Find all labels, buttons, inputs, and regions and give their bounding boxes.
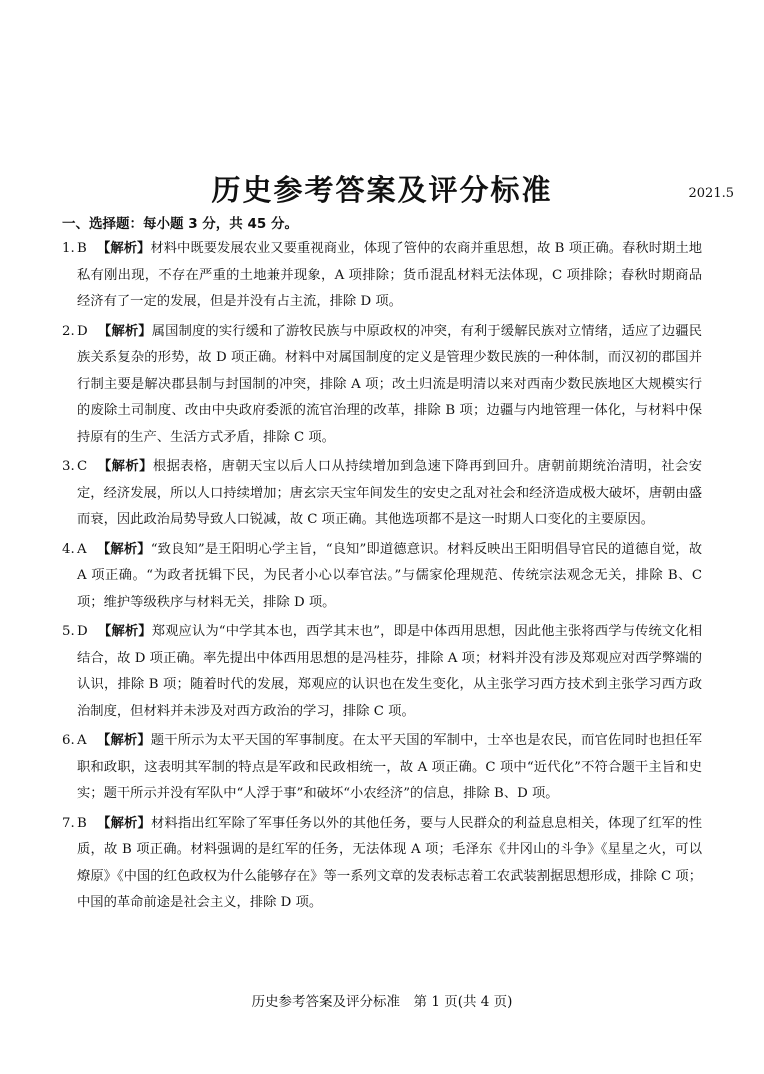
analysis-tag: 【解析】 — [98, 323, 152, 339]
analysis-tag: 【解析】 — [97, 815, 151, 831]
analysis-tag: 【解析】 — [96, 541, 151, 557]
analysis-tag: 【解析】 — [97, 733, 151, 748]
answer-number: 5. — [62, 624, 75, 639]
analysis-text: 题干所示为太平天国的军事制度。在太平天国的军制中，士卒也是农民，而官佐同时也担任军职和政职，这表明其军制的特点是军政和民政相统一，故 A 项正确。C 项中“近代化”不符合题干主旨和史实；题干所示并没有军队中“人浮于事”和破坏“小农经济”的信息，排除 B、D 项。 — [77, 733, 703, 801]
page-footer: 历史参考答案及评分标准 第 1 页(共 4 页) — [251, 994, 513, 1010]
answer-choice: A — [77, 733, 87, 748]
answer-choice: D — [77, 624, 88, 639]
section-heading: 一、选择题：每小题 3 分，共 45 分。 — [62, 216, 298, 232]
answer-number: 3. — [62, 459, 75, 474]
analysis-text: “致良知”是王阳明心学主旨，“良知”即道德意识。材料反映出王阳明倡导官民的道德自觉，故 A 项正确。“为政者抚辑下民，为民者小心以奉官法。”与儒家伦理规范、传统宗法观念无关，排除 B、C 项；维护等级秩序与材料无关，排除 D 项。 — [77, 541, 702, 610]
answer-number: 1. — [62, 241, 75, 256]
analysis-text: 属国制度的实行缓和了游牧民族与中原政权的冲突，有利于缓解民族对立情绪，适应了边疆民族关系复杂的形势，故 D 项正确。材料中对属国制度的定义是管理少数民族的一种体制，而汉初的郡国并行制主要是解决郡县制与封国制的冲突，排除 A 项；改土归流是明清以来对西南少数民族地区大规模实行的废除土司制度、改由中央政府委派的流官治理的改革，排除 B 项；边疆与内地管理一体化，与材料中保持原有的生产、生活方式矛盾，排除 C 项。 — [77, 323, 703, 445]
answer-number: 7. — [62, 815, 75, 831]
document-date: 2021.5 — [688, 186, 734, 201]
analysis-tag: 【解析】 — [98, 624, 152, 639]
analysis-text: 材料指出红军除了军事任务以外的其他任务，要与人民群众的利益息息相关，体现了红军的性质，故 B 项正确。材料强调的是红军的任务，无法体现 A 项；毛泽东《井冈山的斗争》《星星之火，可以燎原》《中国的红色政权为什么能够存在》等一系列文章的发表标志着工农武装割据思想形成，排除 C 项；中国的革命前途是社会主义，排除 D 项。 — [77, 815, 702, 910]
answer-item-2 — [62, 319, 702, 452]
answer-number: 6. — [62, 733, 75, 748]
title-row — [0, 168, 764, 212]
analysis-text: 材料中既要发展农业又要重视商业，体现了管仲的农商并重思想，故 B 项正确。春秋时期土地私有刚出现，不存在严重的土地兼并现象，A 项排除；货币混乱材料无法体现，C 项排除；春秋时期商品经济有了一定的发展，但是并没有占主流，排除 D 项。 — [77, 241, 702, 309]
answer-choice: C — [77, 459, 88, 474]
answer-choice: B — [77, 815, 87, 831]
analysis-text: 根据表格，唐朝天宝以后人口从持续增加到急速下降再到回升。唐朝前期统治清明，社会安定，经济发展，所以人口持续增加；唐玄宗天宝年间发生的安史之乱对社会和经济造成极大破坏，唐朝由盛而衰，因此政治局势导致人口锐减，故 C 项正确。其他选项都不是这一时期人口变化的主要原因。 — [77, 459, 702, 527]
analysis-tag: 【解析】 — [97, 241, 151, 256]
answer-number: 2. — [62, 323, 75, 339]
answer-choice: B — [77, 241, 87, 256]
answer-list — [62, 236, 702, 920]
answer-item-1 — [62, 236, 702, 316]
document-title: 历史参考答案及评分标准 — [211, 173, 553, 207]
answer-item-5 — [62, 619, 702, 725]
answer-item-6 — [62, 728, 702, 808]
answer-choice: D — [77, 323, 88, 339]
analysis-tag: 【解析】 — [97, 459, 153, 474]
answer-number: 4. — [62, 541, 75, 557]
answer-item-3 — [62, 454, 702, 534]
analysis-text: 郑观应认为“中学其本也，西学其末也”，即是中体西用思想，因此他主张将西学与传统文化相结合，故 D 项正确。率先提出中体西用思想的是冯桂芬，排除 A 项；材料并没有涉及郑观应对西学弊端的认识，排除 B 项；随着时代的发展，郑观应的认识也在发生变化，从主张学习西方技术到主张学习西方政治制度，但材料并未涉及对西方政治的学习，排除 C 项。 — [77, 624, 703, 719]
answer-item-7 — [62, 811, 702, 917]
answer-item-4 — [62, 537, 702, 617]
answer-choice: A — [77, 541, 87, 557]
